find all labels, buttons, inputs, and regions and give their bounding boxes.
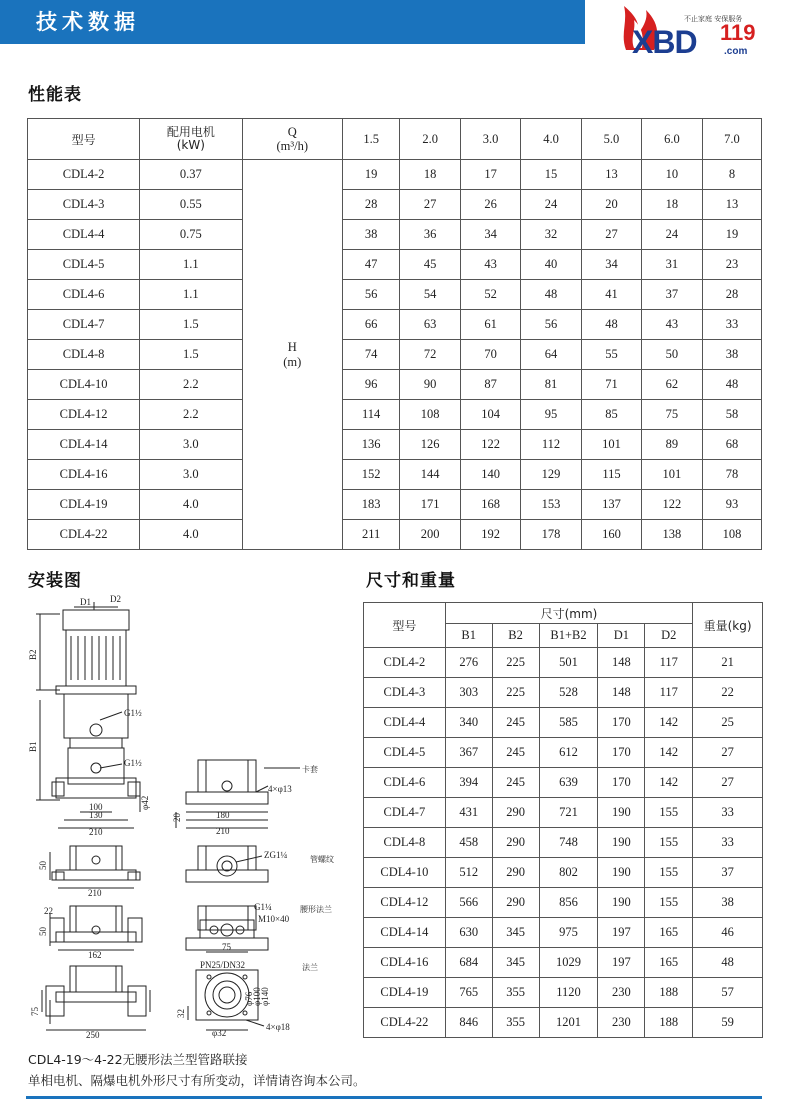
dim-w180: 180 xyxy=(216,810,230,820)
dim-cell: 245 xyxy=(492,708,539,738)
head-cell: 37 xyxy=(641,280,702,310)
head-cell: 19 xyxy=(343,160,400,190)
head-cell: 38 xyxy=(343,220,400,250)
dim-cell: 225 xyxy=(492,678,539,708)
head-cell: 17 xyxy=(461,160,521,190)
head-cell: 140 xyxy=(461,460,521,490)
weight-cell: 57 xyxy=(693,978,763,1008)
head-cell: 24 xyxy=(641,220,702,250)
dim-cell: 290 xyxy=(492,888,539,918)
head-cell: 41 xyxy=(582,280,642,310)
col-flow: 3.0 xyxy=(461,119,521,160)
dim-h50b: 50 xyxy=(38,927,48,936)
head-cell: 58 xyxy=(702,400,761,430)
weight-cell: 33 xyxy=(693,798,763,828)
head-cell: 90 xyxy=(400,370,461,400)
dim-cell: 975 xyxy=(539,918,598,948)
dim-cell: 197 xyxy=(598,948,645,978)
head-cell: 63 xyxy=(400,310,461,340)
weight-cell: 25 xyxy=(693,708,763,738)
dim-cell: 190 xyxy=(598,858,645,888)
dim-cell: 290 xyxy=(492,798,539,828)
pump-column xyxy=(68,748,124,784)
weight-cell: 27 xyxy=(693,738,763,768)
table-row xyxy=(364,918,763,948)
head-cell: 23 xyxy=(702,250,761,280)
label-pn: PN25/DN32 xyxy=(200,960,246,970)
model-cell: CDL4-8 xyxy=(364,828,446,858)
head-cell: 115 xyxy=(582,460,642,490)
kw-cell: 3.0 xyxy=(140,430,242,460)
dim-cell: 155 xyxy=(645,828,693,858)
dim-h22: 22 xyxy=(44,906,53,916)
col-sub: D2 xyxy=(645,624,693,648)
dim-cell: 528 xyxy=(539,678,598,708)
dim-b2: B2 xyxy=(28,649,38,660)
dim-cell: 190 xyxy=(598,798,645,828)
pump-head xyxy=(64,694,128,738)
dim-b1: B1 xyxy=(28,741,38,752)
head-cell: 18 xyxy=(641,190,702,220)
model-cell: CDL4-12 xyxy=(364,888,446,918)
kw-cell: 1.1 xyxy=(140,280,242,310)
dim-cell: 276 xyxy=(445,648,492,678)
dim-cell: 512 xyxy=(445,858,492,888)
head-cell: 138 xyxy=(641,520,702,550)
head-cell: 137 xyxy=(582,490,642,520)
table-row xyxy=(364,888,763,918)
table-row xyxy=(364,978,763,1008)
head-cell: 34 xyxy=(582,250,642,280)
motor-body xyxy=(66,630,126,686)
head-cell: 61 xyxy=(461,310,521,340)
table-row xyxy=(364,708,763,738)
dim-cell: 431 xyxy=(445,798,492,828)
dim-cell: 585 xyxy=(539,708,598,738)
label-m10: M10×40 xyxy=(258,914,290,924)
h-label-cell: H (m) xyxy=(242,160,343,550)
table-row xyxy=(364,1008,763,1038)
dim-h75: 75 xyxy=(30,1007,40,1016)
dim-cell: 197 xyxy=(598,918,645,948)
col-flow: 5.0 xyxy=(582,119,642,160)
model-cell: CDL4-19 xyxy=(364,978,446,1008)
logo-domain: .com xyxy=(724,46,748,57)
head-cell: 93 xyxy=(702,490,761,520)
table-row xyxy=(364,858,763,888)
head-cell: 34 xyxy=(461,220,521,250)
head-cell: 43 xyxy=(461,250,521,280)
head-cell: 33 xyxy=(702,310,761,340)
label-falan: 法兰 xyxy=(302,963,318,972)
col-motor: 配用电机 (kW) xyxy=(140,119,242,160)
head-cell: 38 xyxy=(702,340,761,370)
head-cell: 68 xyxy=(702,430,761,460)
head-cell: 101 xyxy=(582,430,642,460)
dim-d42: φ42 xyxy=(140,795,150,810)
dim-cell: 1201 xyxy=(539,1008,598,1038)
kw-cell: 0.75 xyxy=(140,220,242,250)
weight-cell: 21 xyxy=(693,648,763,678)
model-cell: CDL4-16 xyxy=(28,460,140,490)
dim-cell: 155 xyxy=(645,888,693,918)
head-cell: 43 xyxy=(641,310,702,340)
dim-cell: 566 xyxy=(445,888,492,918)
col-flow: 7.0 xyxy=(702,119,761,160)
dim-cell: 501 xyxy=(539,648,598,678)
head-cell: 10 xyxy=(641,160,702,190)
head-cell: 36 xyxy=(400,220,461,250)
label-kataoh: 卡套 xyxy=(302,765,318,774)
head-cell: 108 xyxy=(400,400,461,430)
head-cell: 62 xyxy=(641,370,702,400)
weight-cell: 27 xyxy=(693,768,763,798)
head-cell: 85 xyxy=(582,400,642,430)
model-cell: CDL4-12 xyxy=(28,400,140,430)
head-cell: 13 xyxy=(702,190,761,220)
model-cell: CDL4-5 xyxy=(28,250,140,280)
header-row xyxy=(364,603,763,624)
head-cell: 192 xyxy=(461,520,521,550)
dim-w162: 162 xyxy=(88,950,102,960)
label-luowen: 管螺纹 xyxy=(310,855,334,864)
dim-w210a: 210 xyxy=(89,827,103,837)
table-row xyxy=(364,948,763,978)
page-title: 技术数据 xyxy=(36,10,140,34)
dim-cell: 188 xyxy=(645,1008,693,1038)
dim-cell: 290 xyxy=(492,858,539,888)
label-holes13: 4×φ13 xyxy=(268,784,292,794)
dim-cell: 225 xyxy=(492,648,539,678)
dim-cell: 170 xyxy=(598,738,645,768)
dim-cell: 1029 xyxy=(539,948,598,978)
head-cell: 48 xyxy=(521,280,582,310)
table-row xyxy=(364,798,763,828)
dim-h32: 32 xyxy=(176,1009,186,1018)
dim-cell: 639 xyxy=(539,768,598,798)
model-cell: CDL4-14 xyxy=(28,430,140,460)
dim-cell: 142 xyxy=(645,768,693,798)
head-cell: 45 xyxy=(400,250,461,280)
head-cell: 87 xyxy=(461,370,521,400)
model-cell: CDL4-22 xyxy=(364,1008,446,1038)
model-cell: CDL4-4 xyxy=(28,220,140,250)
head-cell: 56 xyxy=(521,310,582,340)
dim-cell: 117 xyxy=(645,678,693,708)
dim-cell: 1120 xyxy=(539,978,598,1008)
head-cell: 171 xyxy=(400,490,461,520)
head-cell: 74 xyxy=(343,340,400,370)
logo-number: 119 xyxy=(720,20,756,45)
head-cell: 52 xyxy=(461,280,521,310)
weight-cell: 38 xyxy=(693,888,763,918)
weight-cell: 33 xyxy=(693,828,763,858)
dim-cell: 612 xyxy=(539,738,598,768)
dim-cell: 170 xyxy=(598,708,645,738)
head-cell: 32 xyxy=(521,220,582,250)
head-cell: 27 xyxy=(400,190,461,220)
logo-slogan: 不止家庭 安保服务 xyxy=(684,15,743,23)
dim-cell: 142 xyxy=(645,708,693,738)
col-flow: 2.0 xyxy=(400,119,461,160)
col-sub: B1 xyxy=(445,624,492,648)
model-cell: CDL4-2 xyxy=(364,648,446,678)
dim-cell: 190 xyxy=(598,888,645,918)
performance-title: 性能表 xyxy=(28,85,82,105)
model-cell: CDL4-2 xyxy=(28,160,140,190)
head-cell: 72 xyxy=(400,340,461,370)
dim-cell: 117 xyxy=(645,648,693,678)
dim-cell: 345 xyxy=(492,948,539,978)
kw-cell: 0.55 xyxy=(140,190,242,220)
col-sub: B1+B2 xyxy=(539,624,598,648)
head-cell: 27 xyxy=(582,220,642,250)
col-sub: B2 xyxy=(492,624,539,648)
dim-cell: 148 xyxy=(598,648,645,678)
dim-cell: 394 xyxy=(445,768,492,798)
head-cell: 64 xyxy=(521,340,582,370)
dim-w250: 250 xyxy=(86,1030,100,1040)
col-q: Q (m³/h) xyxy=(242,119,343,160)
dim-cell: 165 xyxy=(645,918,693,948)
dim-cell: 802 xyxy=(539,858,598,888)
note-2: 单相电机、隔爆电机外形尺寸有所变动，详情请咨询本公司。 xyxy=(28,1073,366,1088)
dim-w210b: 210 xyxy=(216,826,230,836)
dim-d2: D2 xyxy=(110,594,121,604)
head-cell: 129 xyxy=(521,460,582,490)
logo-brand: XBD xyxy=(632,24,697,60)
head-cell: 55 xyxy=(582,340,642,370)
col-flow: 4.0 xyxy=(521,119,582,160)
head-cell: 96 xyxy=(343,370,400,400)
model-cell: CDL4-22 xyxy=(28,520,140,550)
kw-cell: 2.2 xyxy=(140,370,242,400)
head-cell: 26 xyxy=(461,190,521,220)
col-model: 型号 xyxy=(28,119,140,160)
weight-cell: 37 xyxy=(693,858,763,888)
head-cell: 56 xyxy=(343,280,400,310)
dim-d1: D1 xyxy=(80,597,91,607)
weight-cell: 22 xyxy=(693,678,763,708)
label-holes18: 4×φ18 xyxy=(266,1022,290,1032)
table-row xyxy=(364,678,763,708)
label-g12b: G1½ xyxy=(124,758,142,768)
head-cell: 71 xyxy=(582,370,642,400)
table-row xyxy=(364,768,763,798)
install-title: 安装图 xyxy=(28,571,82,591)
head-cell: 48 xyxy=(702,370,761,400)
head-cell: 211 xyxy=(343,520,400,550)
col-flow: 6.0 xyxy=(641,119,702,160)
label-zg: ZG1¼ xyxy=(264,850,288,860)
col-model: 型号 xyxy=(364,603,446,648)
kw-cell: 4.0 xyxy=(140,490,242,520)
dim-w100: 100 xyxy=(89,802,103,812)
dim-d100: φ100 xyxy=(252,987,262,1006)
head-cell: 153 xyxy=(521,490,582,520)
table-row xyxy=(364,828,763,858)
dim-cell: 230 xyxy=(598,1008,645,1038)
dim-w130: 130 xyxy=(89,810,103,820)
dim-cell: 155 xyxy=(645,858,693,888)
head-cell: 112 xyxy=(521,430,582,460)
model-cell: CDL4-8 xyxy=(28,340,140,370)
weight-cell: 59 xyxy=(693,1008,763,1038)
dim-cell: 155 xyxy=(645,798,693,828)
kw-cell: 2.2 xyxy=(140,400,242,430)
model-cell: CDL4-10 xyxy=(364,858,446,888)
note-1: CDL4-19～4-22无腰形法兰型管路联接 xyxy=(28,1052,248,1067)
dim-cell: 245 xyxy=(492,768,539,798)
dim-cell: 684 xyxy=(445,948,492,978)
dim-cell: 630 xyxy=(445,918,492,948)
head-cell: 15 xyxy=(521,160,582,190)
head-cell: 89 xyxy=(641,430,702,460)
dim-cell: 170 xyxy=(598,768,645,798)
col-size: 尺寸(mm) xyxy=(445,603,692,624)
model-cell: CDL4-6 xyxy=(364,768,446,798)
dim-cell: 303 xyxy=(445,678,492,708)
col-sub: D1 xyxy=(598,624,645,648)
head-cell: 50 xyxy=(641,340,702,370)
head-cell: 81 xyxy=(521,370,582,400)
dimensions-table xyxy=(363,602,763,1038)
motor-fan-cover xyxy=(63,610,129,630)
head-cell: 126 xyxy=(400,430,461,460)
head-cell: 78 xyxy=(702,460,761,490)
dim-w75: 75 xyxy=(222,942,231,952)
head-cell: 178 xyxy=(521,520,582,550)
dim-cell: 290 xyxy=(492,828,539,858)
head-cell: 104 xyxy=(461,400,521,430)
head-cell: 101 xyxy=(641,460,702,490)
dim-cell: 458 xyxy=(445,828,492,858)
model-cell: CDL4-19 xyxy=(28,490,140,520)
dimensions-title: 尺寸和重量 xyxy=(366,571,456,591)
model-cell: CDL4-7 xyxy=(28,310,140,340)
head-cell: 66 xyxy=(343,310,400,340)
head-cell: 183 xyxy=(343,490,400,520)
head-cell: 114 xyxy=(343,400,400,430)
kw-cell: 1.1 xyxy=(140,250,242,280)
dim-cell: 355 xyxy=(492,1008,539,1038)
head-cell: 8 xyxy=(702,160,761,190)
table-row xyxy=(364,738,763,768)
head-cell: 144 xyxy=(400,460,461,490)
bottom-rule xyxy=(26,1096,762,1099)
dim-h50a: 50 xyxy=(38,861,48,870)
head-cell: 168 xyxy=(461,490,521,520)
label-g12a: G1½ xyxy=(124,708,142,718)
head-cell: 152 xyxy=(343,460,400,490)
head-cell: 47 xyxy=(343,250,400,280)
dim-cell: 148 xyxy=(598,678,645,708)
head-cell: 122 xyxy=(641,490,702,520)
dim-d140: φ140 xyxy=(260,987,270,1006)
model-cell: CDL4-7 xyxy=(364,798,446,828)
head-cell: 75 xyxy=(641,400,702,430)
head-cell: 122 xyxy=(461,430,521,460)
table-row xyxy=(364,648,763,678)
dim-cell: 721 xyxy=(539,798,598,828)
model-cell: CDL4-4 xyxy=(364,708,446,738)
head-cell: 48 xyxy=(582,310,642,340)
dim-cell: 765 xyxy=(445,978,492,1008)
dim-cell: 190 xyxy=(598,828,645,858)
head-cell: 70 xyxy=(461,340,521,370)
head-cell: 136 xyxy=(343,430,400,460)
kw-cell: 1.5 xyxy=(140,310,242,340)
dim-d32: φ32 xyxy=(212,1028,227,1038)
head-cell: 54 xyxy=(400,280,461,310)
model-cell: CDL4-3 xyxy=(364,678,446,708)
dim-h20: 20 xyxy=(172,813,182,822)
model-cell: CDL4-5 xyxy=(364,738,446,768)
dim-cell: 188 xyxy=(645,978,693,1008)
head-cell: 18 xyxy=(400,160,461,190)
head-cell: 40 xyxy=(521,250,582,280)
kw-cell: 1.5 xyxy=(140,340,242,370)
dim-cell: 748 xyxy=(539,828,598,858)
label-g14: G1¼ xyxy=(254,902,272,912)
kw-cell: 4.0 xyxy=(140,520,242,550)
kw-cell: 0.37 xyxy=(140,160,242,190)
head-cell: 160 xyxy=(582,520,642,550)
dim-cell: 142 xyxy=(645,738,693,768)
col-weight: 重量(kg) xyxy=(693,603,763,648)
dim-cell: 245 xyxy=(492,738,539,768)
model-cell: CDL4-3 xyxy=(28,190,140,220)
head-cell: 19 xyxy=(702,220,761,250)
model-cell: CDL4-14 xyxy=(364,918,446,948)
dim-cell: 165 xyxy=(645,948,693,978)
head-cell: 28 xyxy=(343,190,400,220)
kw-cell: 3.0 xyxy=(140,460,242,490)
dim-d76: φ76 xyxy=(244,991,254,1006)
label-waiyao: 腰形法兰 xyxy=(300,905,332,914)
model-cell: CDL4-16 xyxy=(364,948,446,978)
dim-cell: 230 xyxy=(598,978,645,1008)
col-flow: 1.5 xyxy=(343,119,400,160)
dim-w210c: 210 xyxy=(88,888,102,898)
head-cell: 20 xyxy=(582,190,642,220)
model-cell: CDL4-6 xyxy=(28,280,140,310)
head-cell: 24 xyxy=(521,190,582,220)
dim-cell: 856 xyxy=(539,888,598,918)
model-cell: CDL4-10 xyxy=(28,370,140,400)
head-cell: 13 xyxy=(582,160,642,190)
weight-cell: 46 xyxy=(693,918,763,948)
head-cell: 31 xyxy=(641,250,702,280)
dim-cell: 846 xyxy=(445,1008,492,1038)
dim-cell: 355 xyxy=(492,978,539,1008)
brand-logo xyxy=(618,4,778,66)
head-cell: 95 xyxy=(521,400,582,430)
dim-cell: 345 xyxy=(492,918,539,948)
weight-cell: 48 xyxy=(693,948,763,978)
install-drawing xyxy=(0,0,360,1050)
dim-cell: 340 xyxy=(445,708,492,738)
head-cell: 108 xyxy=(702,520,761,550)
head-cell: 28 xyxy=(702,280,761,310)
dim-cell: 367 xyxy=(445,738,492,768)
head-cell: 200 xyxy=(400,520,461,550)
